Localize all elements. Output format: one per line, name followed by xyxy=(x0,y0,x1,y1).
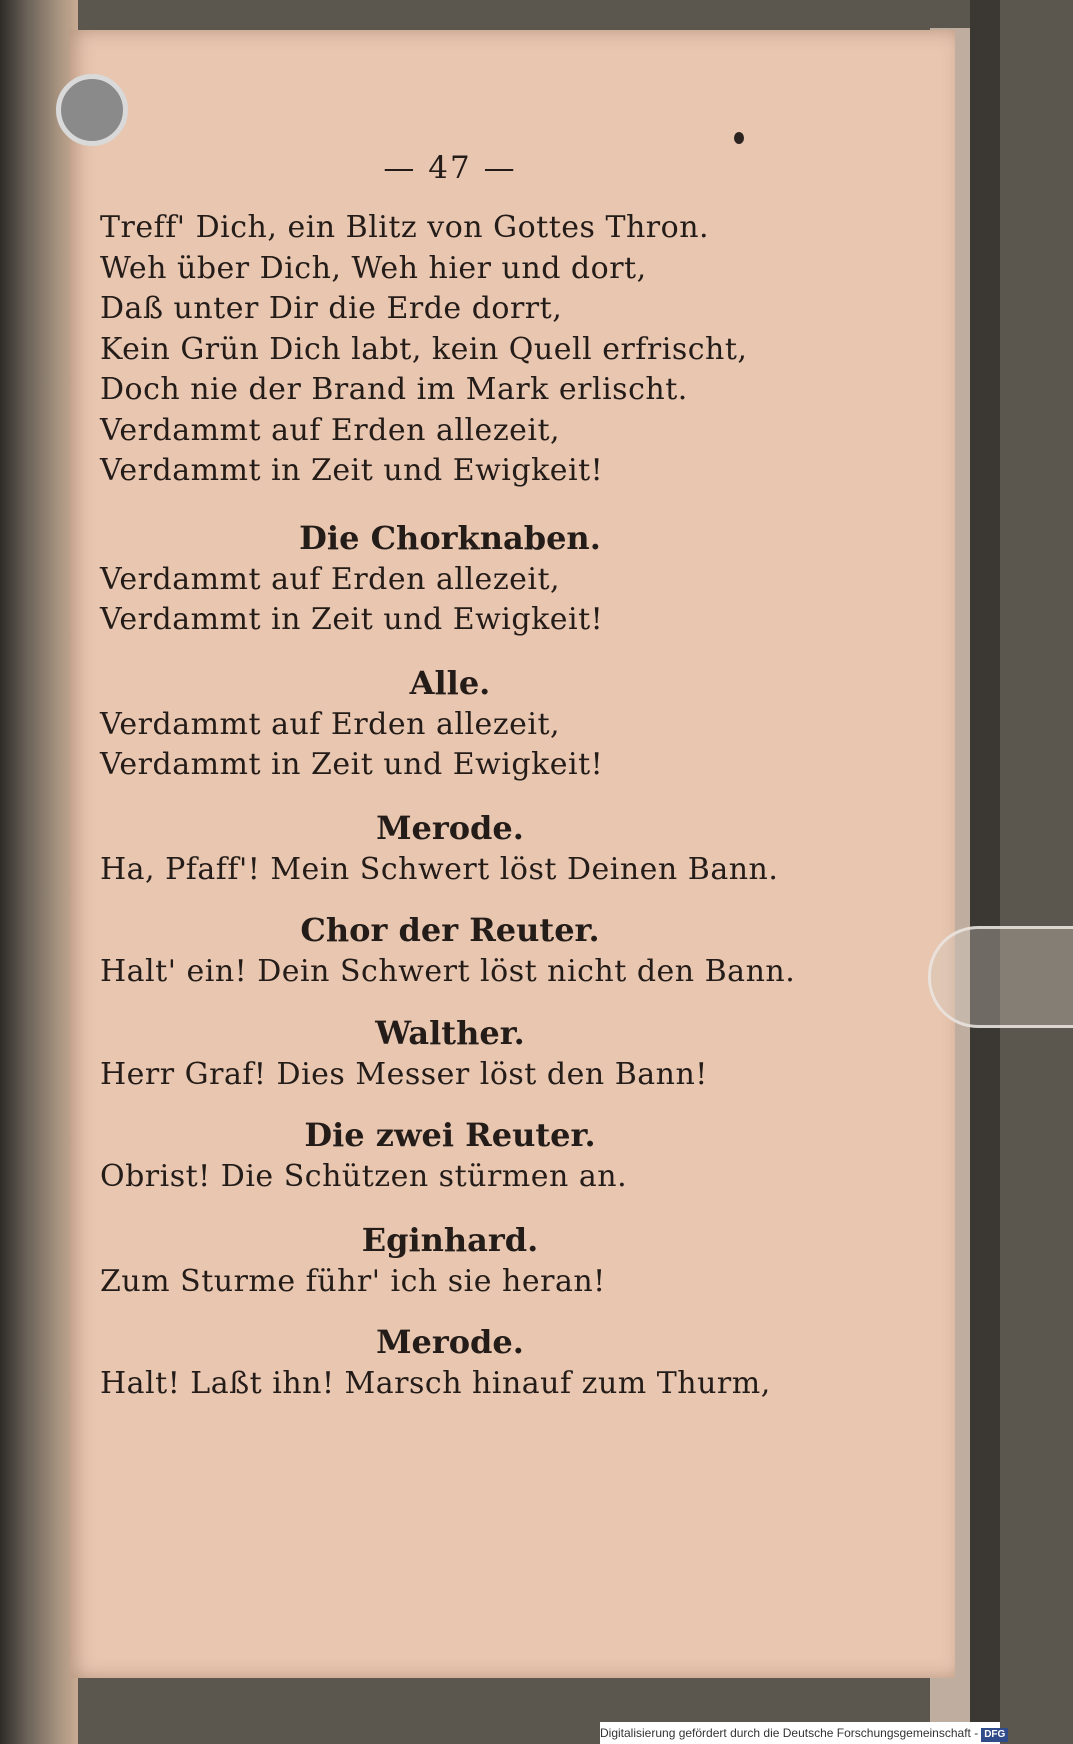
verse-line: Doch nie der Brand im Mark erlischt. xyxy=(100,372,688,407)
speaker-name: Die Chorknaben. xyxy=(299,518,601,557)
verse-line: Verdammt in Zeit und Ewigkeit! xyxy=(100,602,604,637)
speaker-name: Walther. xyxy=(375,1013,525,1052)
verse-line: Verdammt auf Erden allezeit, xyxy=(100,706,561,742)
speaker-name: Chor der Reuter. xyxy=(300,911,600,949)
text-block xyxy=(100,1113,800,1198)
text-block xyxy=(100,1011,800,1096)
speaker-name: Die zwei Reuter. xyxy=(304,1116,596,1154)
verse-line: Verdammt in Zeit und Ewigkeit! xyxy=(100,453,604,488)
page-clip-icon xyxy=(928,926,1073,1028)
dfg-logo: DFG xyxy=(981,1728,1008,1742)
verse-line: Verdammt auf Erden allezeit, xyxy=(100,561,561,597)
verse-line: Halt' ein! Dein Schwert löst nicht den Bann. xyxy=(100,954,796,989)
page-text xyxy=(100,150,800,1405)
verse-line: Zum Sturme führ' ich sie heran! xyxy=(100,1263,606,1299)
verse-line: Treff' Dich, ein Blitz von Gottes Thron. xyxy=(100,210,710,245)
text-block xyxy=(100,516,800,641)
book-binding-edge xyxy=(0,0,78,1744)
verse-line: Weh über Dich, Weh hier und dort, xyxy=(100,250,647,286)
ink-spot xyxy=(734,132,744,144)
scan-background xyxy=(970,0,1000,1744)
text-block xyxy=(100,208,800,492)
verse-line: Daß unter Dir die Erde dorrt, xyxy=(100,291,563,326)
verse-line: Obrist! Die Schützen stürmen an. xyxy=(100,1159,628,1194)
text-block xyxy=(100,1320,800,1405)
binder-clip-icon xyxy=(56,74,128,146)
digitization-footer xyxy=(600,1722,1006,1744)
verse-line: Halt! Laßt ihn! Marsch hinauf zum Thurm, xyxy=(100,1366,771,1401)
verse-line: Ha, Pfaff'! Mein Schwert löst Deinen Bann. xyxy=(100,851,779,887)
speaker-name: Alle. xyxy=(409,663,491,702)
page-number: — 47 — xyxy=(383,150,517,186)
verse-line: Kein Grün Dich labt, kein Quell erfrischt, xyxy=(100,331,748,367)
text-block xyxy=(100,661,800,786)
speaker-name: Merode. xyxy=(376,808,524,847)
text-block xyxy=(100,1218,800,1303)
footer-text: Digitalisierung gefördert durch die Deutsche Forschungsgemeinschaft - xyxy=(600,1726,979,1740)
verse-line: Herr Graf! Dies Messer löst den Bann! xyxy=(100,1056,708,1092)
verse-line: Verdammt auf Erden allezeit, xyxy=(100,412,561,448)
speaker-name: Eginhard. xyxy=(361,1220,539,1259)
text-blocks xyxy=(100,208,800,1405)
speaker-name: Merode. xyxy=(376,1323,524,1361)
verse-line: Verdammt in Zeit und Ewigkeit! xyxy=(100,747,604,782)
text-block xyxy=(100,806,800,891)
text-block xyxy=(100,908,800,993)
